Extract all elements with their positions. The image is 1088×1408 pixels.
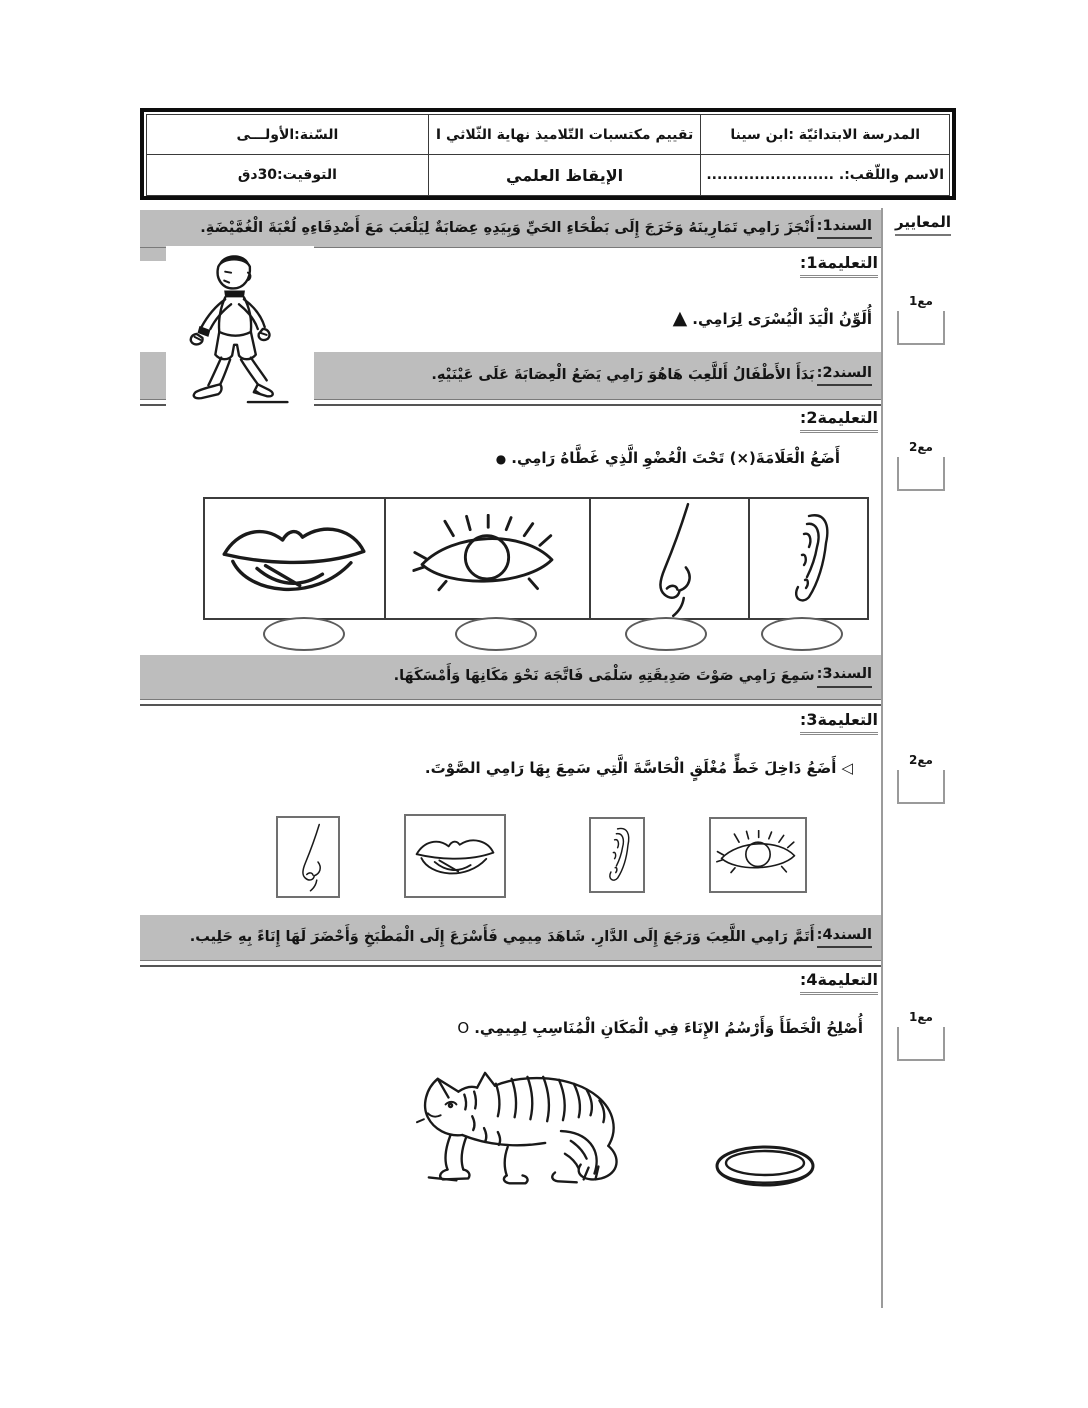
eye-cell [384, 499, 589, 618]
nose-choice-box [276, 816, 340, 898]
sanad4-text: أَتَمَّ رَامِي اللَّعِبَ وَرَجَعَ إِلَى الدَّارِ. شَاهَدَ مِيمِي فَأَسْرَعَ إِلَى الْمَطْبَخِ وَأَحْضَرَ لَهَا إِنَاءً بِهِ حَلِيب. [189, 928, 815, 945]
nose-cell [589, 499, 748, 618]
open-triangle-bullet-icon: ◁ [841, 759, 853, 777]
criteria-marker-2: مع2 [893, 440, 949, 491]
sanad1-text: أَنْجَزَ رَامِي تَمَارِينَهُ وَخَرَجَ إِلَى بَطْحَاءِ الحَيِّ وَبِيَدِهِ عِصَابَةٌ لِيَلْعَبَ مَعَ أَصْدِقَاءِهِ لُعْبَةَ الْغُمَّيْضَةِ. [200, 219, 815, 236]
instruction-1-line: أُلَوِّنُ الْيَدَ الْيُسْرَى لِرَامِي.▲ [672, 307, 872, 329]
cat-illustration [415, 1066, 630, 1206]
separator-rule [140, 965, 881, 967]
sanad2-label: السند2: [817, 365, 872, 386]
criteria-marker-1: مع1 [893, 294, 949, 345]
score-box [897, 457, 945, 491]
separator-rule [140, 704, 881, 706]
dot-bullet-icon: ● [495, 452, 507, 466]
milk-plate-illustration [713, 1143, 817, 1191]
instruction-3-label: التعليمة3: [800, 710, 878, 735]
ear-icon [600, 825, 634, 885]
sanad4-label: السند4: [817, 927, 872, 948]
nose-icon [285, 822, 331, 892]
walking-boy-illustration [166, 246, 314, 408]
nose-icon [631, 500, 707, 618]
sanad3-text: سَمِعَ رَامِي صَوْتَ صَدِيقَتِهِ سَلْمَى فَاتَّجَهَ نَحْوَ مَكَانِهَا وَأَمْسَكَهَا. [393, 668, 815, 685]
sanad2-text: بَدَأَ الأَطْفَالُ أَللَّعِبَ هَاهُوَ رَامِي يَضَعُ الْعِصَابَةَ عَلَى عَيْنَيْهِ. [431, 366, 815, 383]
criteria-title: المعايير [884, 213, 962, 236]
mouth-choice-box [404, 814, 506, 898]
statement-bar-3 [140, 655, 881, 700]
triangle-bullet-icon: ▲ [672, 307, 688, 329]
mouth-icon [411, 826, 499, 887]
school-name: المدرسة الابتدائيّة :ابن سينا [700, 115, 949, 155]
score-box [897, 770, 945, 804]
score-box [897, 1027, 945, 1061]
ear-choice-box [589, 817, 645, 893]
answer-oval [455, 617, 537, 651]
eye-choice-box [709, 817, 807, 893]
grade-year: السّنة:الأولـــى [147, 115, 428, 155]
instruction-2-label: التعليمة2: [800, 408, 878, 433]
circle-bullet-icon: O [457, 1019, 470, 1037]
header-table [140, 108, 956, 200]
ear-cell [748, 499, 867, 618]
statement-bar-4 [140, 915, 881, 961]
ear-icon [780, 510, 836, 608]
eye-icon [716, 830, 800, 880]
answer-oval [263, 617, 345, 651]
duration: التوقيت:30دق [237, 167, 337, 183]
sanad3-label: السند3: [817, 666, 872, 687]
instruction-2-line: أَضَعُ الْعَلَامَةَ(×) تَحْتَ الْعُضْوِ الَّذِي غَطَّاهُ رَامِي.● [495, 449, 840, 467]
sanad1-label: السند1: [817, 218, 872, 239]
statement-bar-1 [140, 210, 881, 248]
instruction-1-label: التعليمة1: [800, 253, 878, 278]
evaluation-title: تقييم مكتسبات التّلاميذ نهاية الثّلاثي I [428, 115, 701, 155]
mouth-cell [205, 499, 384, 618]
instruction-3-line: ◁أَضَعُ دَاخِلَ خَطٍّ مُغْلَقٍ الْحَاسَّةَ الَّتِي سَمِعَ بِهَا رَامِي الصَّوْتَ. [424, 759, 853, 777]
bar-fragment [140, 248, 168, 261]
criteria-marker-4: مع1 [893, 1010, 949, 1061]
mouth-icon [214, 503, 374, 614]
criteria-marker-3: مع2 [893, 753, 949, 804]
answer-oval [761, 617, 843, 651]
subject-title: الإيقاظ العلمي [428, 155, 701, 195]
cat-icon [415, 1066, 630, 1206]
eye-icon [412, 514, 562, 603]
walking-boy-icon [166, 246, 314, 408]
answer-oval [625, 617, 707, 651]
plate-icon [713, 1143, 817, 1191]
instruction-4-label: التعليمة4: [800, 970, 878, 995]
sidebar-divider [881, 208, 883, 1308]
score-box [897, 311, 945, 345]
instruction-4-line: أُصْلِحُ الْخَطَأَ وَأَرْسُمُ الإِنَاءَ فِي الْمَكَانِ الْمُنَاسِبِ لِمِيمِي.O [457, 1019, 863, 1037]
organs-panel [203, 497, 869, 620]
student-name-line: الاسم واللّقب:. ........................ [700, 155, 949, 195]
